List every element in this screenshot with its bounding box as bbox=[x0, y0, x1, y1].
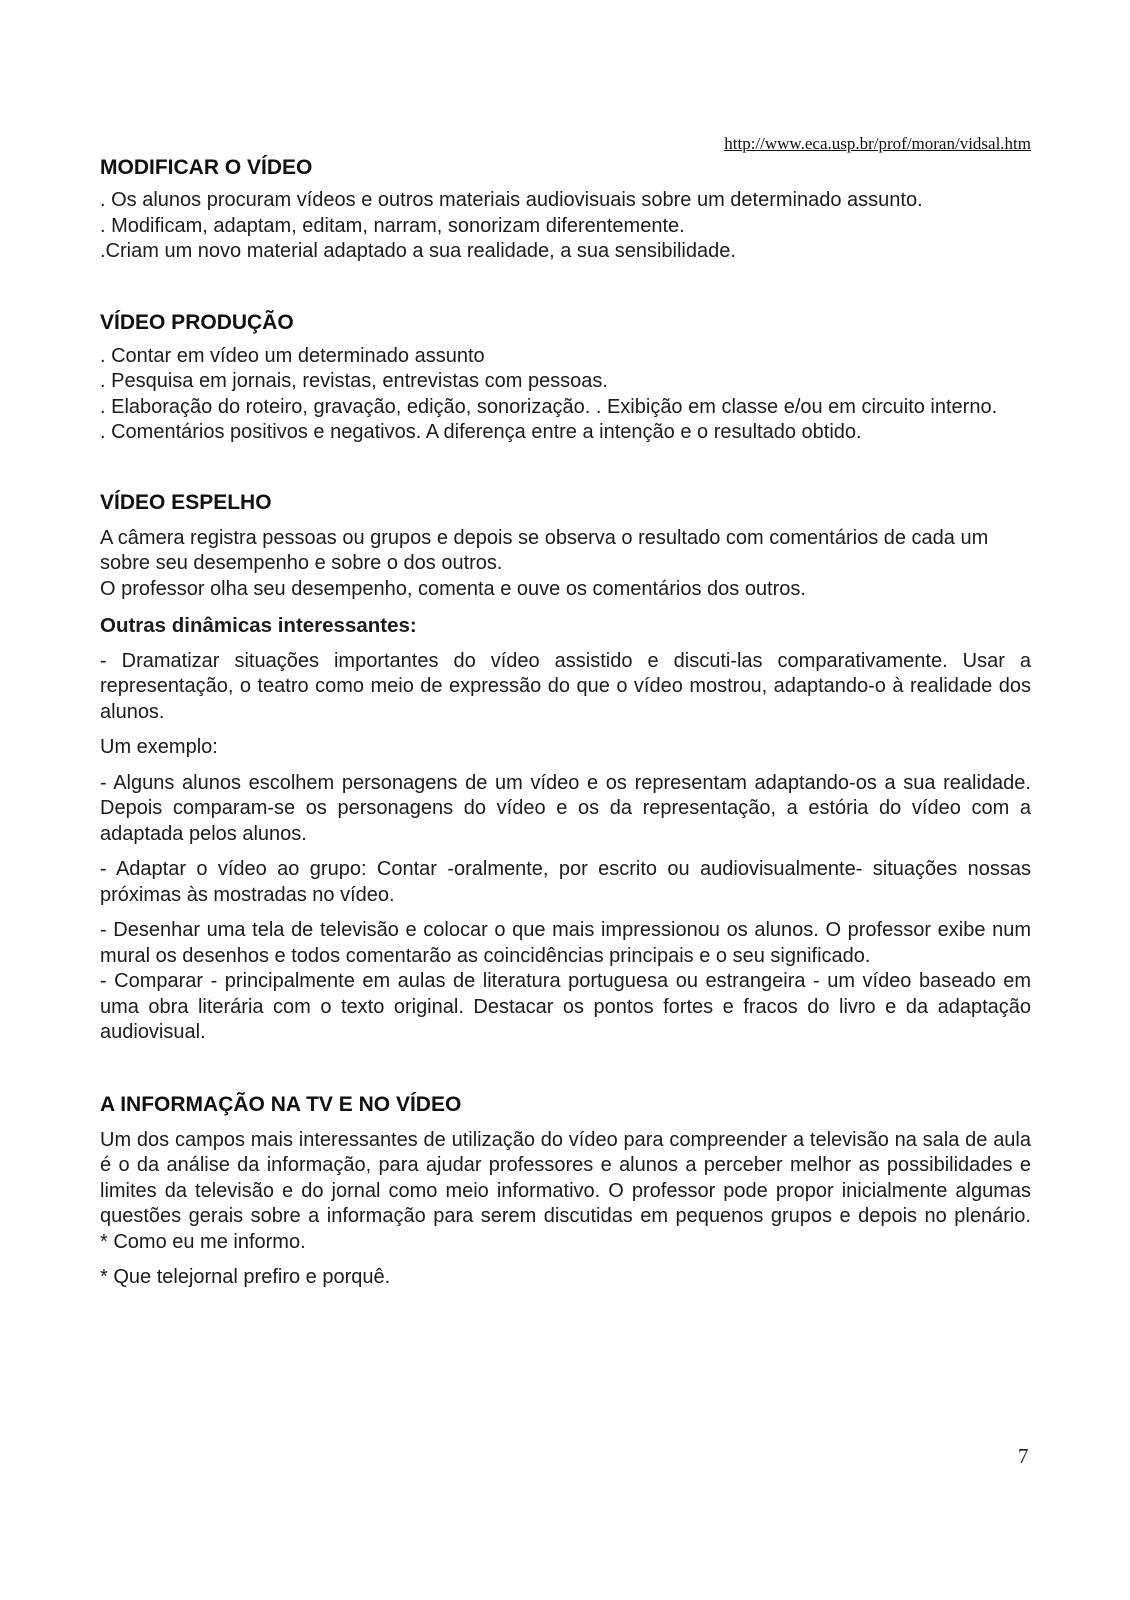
list-item: * Como eu me informo. bbox=[100, 1230, 306, 1253]
text-line: O professor olha seu desempenho, comenta e ouve os comentários dos outros. bbox=[100, 577, 806, 600]
paragraph: - Dramatizar situações importantes do vídeo assistido e discuti-las comparativamente. Usar a representação, o teatro como meio de expressão do que o vídeo mostrou, adaptando-o à realidade dos alunos. bbox=[100, 649, 1031, 723]
text-line: . Comentários positivos e negativos. A diferença entre a intenção e o resultado obtido. bbox=[100, 421, 862, 443]
page-number: 7 bbox=[1018, 1444, 1029, 1468]
section-espelho-body bbox=[100, 526, 1031, 1046]
document-body bbox=[100, 155, 1031, 1291]
text-line: . Os alunos procuram vídeos e outros materiais audiovisuais sobre um determinado assunto. bbox=[100, 189, 923, 211]
paragraph: - Alguns alunos escolhem personagens de um vídeo e os representam adaptando-os a sua realidade. Depois comparam-se os personagens do vídeo e os da representação, a estória do vídeo com a adaptada pelos alunos. bbox=[100, 771, 1031, 845]
section-title-informacao: A INFORMAÇÃO NA TV E NO VÍDEO bbox=[100, 1092, 462, 1116]
paragraph: - Desenhar uma tela de televisão e colocar o que mais impressionou os alunos. O professor exibe num mural os desenhos e todos comentarão as coincidências principais e o seu significado. bbox=[100, 919, 1031, 967]
paragraph: - Adaptar o vídeo ao grupo: Contar -oralmente, por escrito ou audiovisualmente- situações nossas próximas às mostradas no vídeo. bbox=[100, 858, 1031, 906]
paragraph: Um dos campos mais interessantes de utilização do vídeo para compreender a televisão na sala de aula é o da análise da informação, para ajudar professores e alunos a perceber melhor as possibilidades e limites da televisão e do jornal como meio informativo. O professor pode propor inicialmente algumas questões gerais sobre a informação para serem discutidas em pequenos grupos e depois no plenário. bbox=[100, 1128, 1031, 1227]
text-line: . Elaboração do roteiro, gravação, edição, sonorização. . Exibição em classe e/ou em circuito interno. bbox=[100, 395, 998, 418]
text-line: A câmera registra pessoas ou grupos e depois se observa o resultado com comentários de cada um sobre seu desempenho e sobre o dos outros. bbox=[100, 526, 989, 574]
paragraph: - Comparar - principalmente em aulas de literatura portuguesa ou estrangeira - um vídeo baseado em uma obra literária com o texto original. Destacar os pontos fortes e fracos do livro e da adaptação audiovisual. bbox=[100, 970, 1031, 1043]
text-line: .Criam um novo material adaptado a sua realidade, a sua sensibilidade. bbox=[100, 240, 736, 262]
section-title-modificar: MODIFICAR O VÍDEO bbox=[100, 156, 313, 179]
text-line: . Contar em vídeo um determinado assunto bbox=[100, 344, 485, 367]
text-line: . Pesquisa em jornais, revistas, entrevistas com pessoas. bbox=[100, 370, 608, 392]
section-producao-body bbox=[100, 344, 1031, 446]
section-title-espelho: VÍDEO ESPELHO bbox=[100, 490, 272, 514]
subtitle-dinamicas: Outras dinâmicas interessantes: bbox=[100, 614, 417, 637]
source-url[interactable]: http://www.eca.usp.br/prof/moran/vidsal.htm bbox=[724, 134, 1031, 153]
section-modificar-body bbox=[100, 188, 1031, 265]
text-line: . Modificam, adaptam, editam, narram, sonorizam diferentemente. bbox=[100, 214, 685, 237]
section-informacao-body bbox=[100, 1128, 1031, 1291]
list-item: * Que telejornal prefiro e porquê. bbox=[100, 1266, 391, 1288]
paragraph: Um exemplo: bbox=[100, 736, 218, 758]
section-title-producao: VÍDEO PRODUÇÃO bbox=[100, 310, 294, 334]
